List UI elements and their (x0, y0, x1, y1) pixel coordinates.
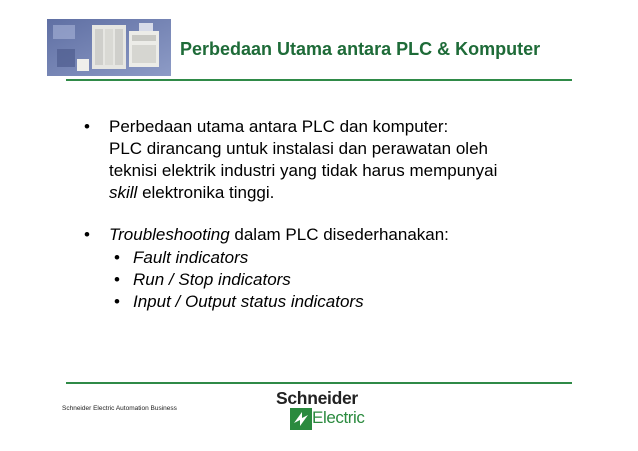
logo-wordmark-line2: Electric (312, 408, 365, 427)
slide-title: Perbedaan Utama antara PLC & Komputer (180, 39, 541, 59)
emphasis-text: Troubleshooting (109, 225, 230, 244)
slide-body (84, 116, 584, 313)
sub-bullet-item (109, 291, 584, 313)
bullet-heading: Perbedaan utama antara PLC dan komputer: (109, 117, 449, 136)
bullet-marker: • (114, 292, 120, 311)
bullet-heading (109, 224, 584, 246)
sub-bullet-text: Fault indicators (133, 248, 249, 267)
footer-caption: Schneider Electric Automation Business (62, 405, 177, 412)
bullet-marker: • (114, 248, 120, 267)
bullet-text: dalam PLC disederhanakan: (229, 225, 449, 244)
bullet-text-line: PLC dirancang untuk instalasi dan perawatan oleh (109, 139, 488, 158)
sub-bullet-item (109, 247, 584, 269)
logo-wordmark-line1: Schneider (276, 388, 358, 408)
logo-mark-icon (290, 408, 312, 430)
bullet-text-line (109, 182, 584, 204)
header-divider (66, 79, 572, 81)
bullet-item (84, 116, 584, 204)
footer-divider (66, 382, 572, 384)
sub-bullet-text: Run / Stop indicators (133, 270, 291, 289)
bullet-item (84, 224, 584, 246)
plc-hardware-photo (47, 19, 171, 76)
sub-bullet-list (109, 247, 584, 313)
bullet-marker: • (114, 270, 120, 289)
bullet-text: elektronika tinggi. (137, 183, 275, 202)
bullet-text-line: teknisi elektrik industri yang tidak harus mempunyai (109, 161, 498, 180)
schneider-electric-logo (276, 388, 370, 430)
emphasis-text: skill (109, 183, 138, 202)
bullet-marker: • (84, 225, 90, 244)
sub-bullet-item (109, 269, 584, 291)
sub-bullet-text: Input / Output status indicators (133, 292, 364, 311)
bullet-marker: • (84, 117, 90, 136)
